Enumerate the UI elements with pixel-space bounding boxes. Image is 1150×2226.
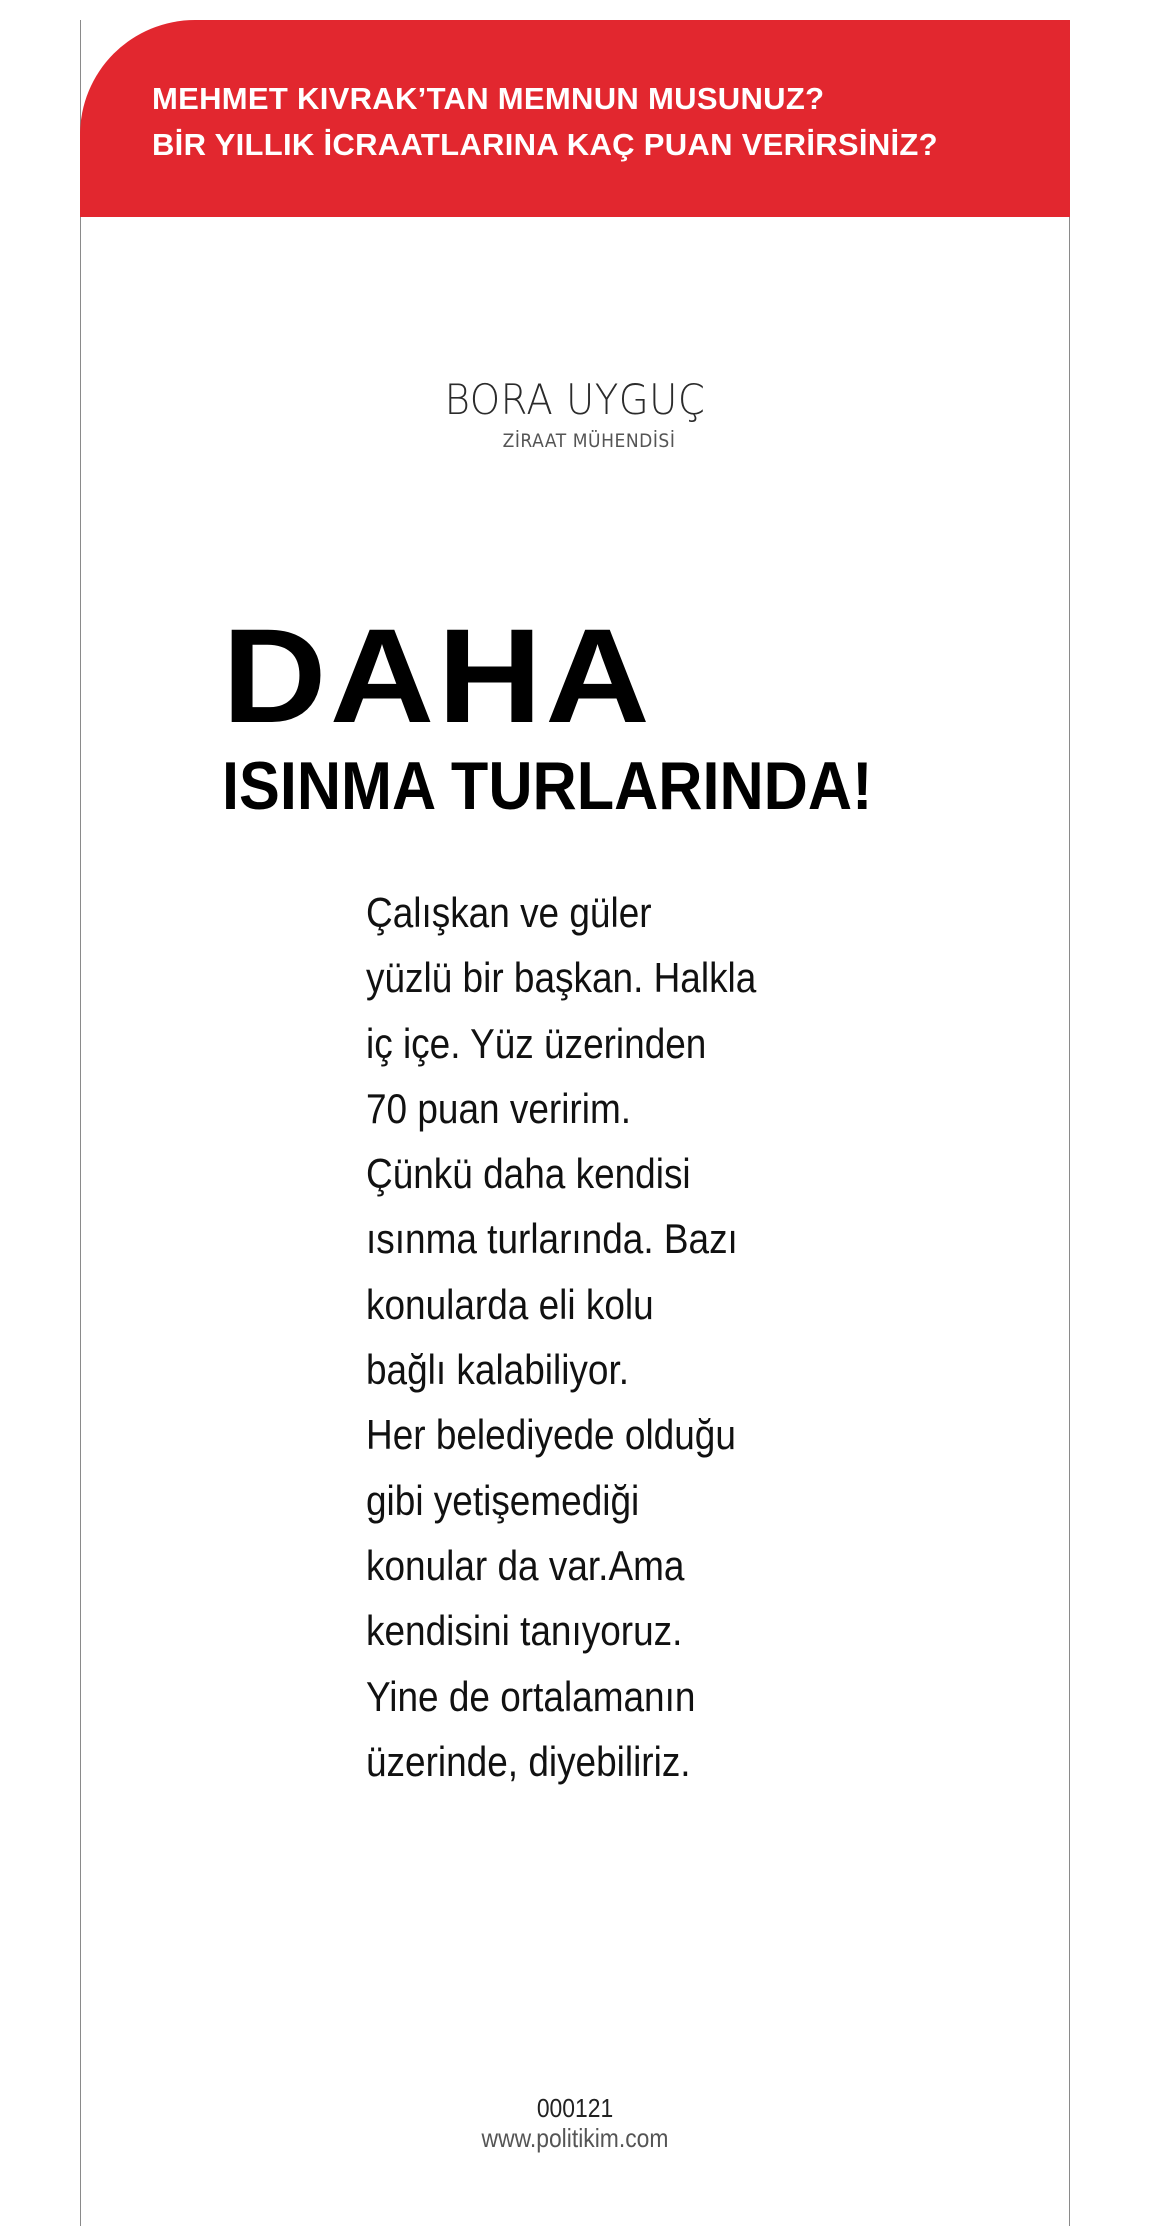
quote-line: kendisini tanıyoruz. (366, 1607, 683, 1655)
headline-subtitle: ISINMA TURLARINDA! (222, 748, 873, 824)
footer (0, 2093, 1150, 2153)
quote-line: Yine de ortalamanın (366, 1672, 696, 1720)
quote-line: üzerinde, diyebiliriz. (366, 1737, 691, 1785)
respondent-name: BORA UYGUÇ (444, 375, 706, 424)
headline-main: DAHA (222, 602, 654, 751)
footer-code: 000121 (536, 2093, 614, 2123)
quote-line: bağlı kalabiliyor. (366, 1346, 629, 1394)
quote-body (366, 880, 886, 1794)
respondent-profession: ZİRAAT MÜHENDİSİ (502, 430, 676, 452)
quote-line: Çalışkan ve güler (366, 889, 652, 936)
headline (222, 602, 945, 826)
footer-website-link[interactable]: www.politikim.com (481, 2123, 669, 2153)
quote-line: gibi yetişemediği (366, 1476, 640, 1524)
quote-line: yüzlü bir başkan. Halkla (366, 954, 757, 1002)
banner-question-line-1: MEHMET KIVRAK’TAN MEMNUN MUSUNUZ? (152, 81, 825, 116)
banner-question-line-2: BİR YILLIK İCRAATLARINA KAÇ PUAN VERİRSİNİZ? (152, 127, 938, 162)
quote-line: iç içe. Yüz üzerinden (366, 1019, 707, 1067)
quote-line: Çünkü daha kendisi (366, 1150, 691, 1198)
quote-line: konularda eli kolu (366, 1280, 654, 1328)
quote-line: Her belediyede olduğu (366, 1411, 736, 1459)
quote-line: ısınma turlarında. Bazı (366, 1215, 738, 1263)
quote-line: konular da var.Ama (366, 1541, 685, 1589)
question-banner (80, 20, 1070, 217)
respondent-info (0, 372, 1150, 452)
quote-line: 70 puan veririm. (366, 1084, 632, 1132)
